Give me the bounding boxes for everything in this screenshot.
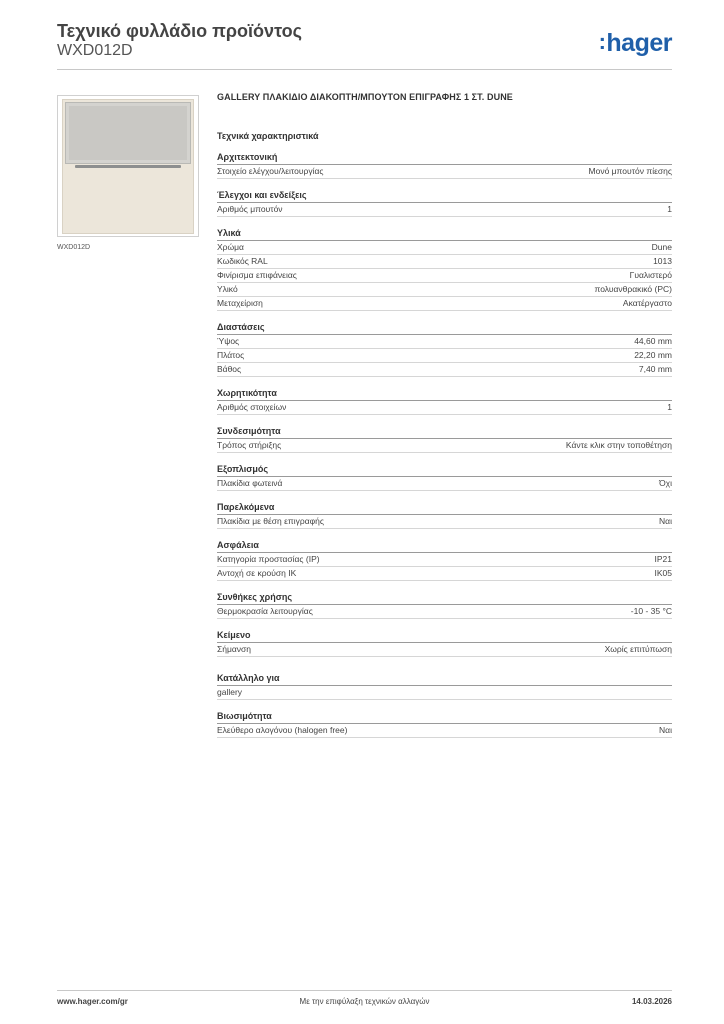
header-divider	[57, 69, 672, 70]
label-window	[65, 102, 191, 164]
spec-value: IK05	[654, 568, 672, 578]
spec-row	[217, 203, 672, 217]
document-title: Τεχνικό φυλλάδιο προϊόντος	[57, 21, 302, 41]
spec-value: 22,20 mm	[634, 350, 672, 360]
spec-label: Υλικό	[217, 284, 238, 294]
spec-label: Ύψος	[217, 336, 240, 346]
spec-label: Μεταχείριση	[217, 298, 263, 308]
spec-row	[217, 297, 672, 311]
spec-value: Όχι	[659, 478, 672, 488]
spec-row	[217, 439, 672, 453]
spec-label: Πλακίδια με θέση επιγραφής	[217, 516, 324, 526]
spec-label: gallery	[217, 687, 243, 697]
spec-row	[217, 363, 672, 377]
spec-label: Αντοχή σε κρούση IK	[217, 568, 297, 578]
switch-plate-illustration	[62, 99, 194, 234]
spec-group-title: Διαστάσεις	[217, 321, 672, 335]
spec-group-title: Ασφάλεια	[217, 539, 672, 553]
spec-label: Ελεύθερο αλογόνου (halogen free)	[217, 725, 348, 735]
spec-label: Θερμοκρασία λειτουργίας	[217, 606, 313, 616]
spec-value: Ναι	[659, 516, 672, 526]
spec-row	[217, 165, 672, 179]
spec-group	[217, 672, 672, 700]
spec-group	[217, 591, 672, 619]
spec-label: Τρόπος στήριξης	[217, 440, 282, 450]
spec-row	[217, 349, 672, 363]
hager-logo: :hager	[598, 29, 672, 57]
product-code: WXD012D	[57, 42, 133, 59]
spec-group-title: Κατάλληλο για	[217, 672, 672, 686]
spec-value: 44,60 mm	[634, 336, 672, 346]
spec-row	[217, 401, 672, 415]
spec-row	[217, 553, 672, 567]
spec-label: Στοιχείο ελέγχου/λειτουργίας	[217, 166, 324, 176]
spec-value: Χωρίς επιτύπωση	[604, 644, 672, 654]
spec-label: Φινίρισμα επιφάνειας	[217, 270, 297, 280]
spec-value: Κάντε κλικ στην τοποθέτηση	[565, 440, 672, 450]
spec-group	[217, 387, 672, 415]
spec-group-title: Υλικά	[217, 227, 672, 241]
spec-row	[217, 724, 672, 738]
spec-value: 1	[667, 204, 672, 214]
spec-group	[217, 501, 672, 529]
document-header	[57, 20, 672, 60]
footer-website: www.hager.com/gr	[57, 997, 128, 1006]
logo-text: hager	[606, 29, 672, 57]
label-slot	[75, 165, 181, 168]
section-heading: Τεχνικά χαρακτηριστικά	[217, 131, 319, 141]
spec-group-title: Αρχιτεκτονική	[217, 151, 672, 165]
spec-label: Σήμανση	[217, 644, 252, 654]
spec-label: Κωδικός RAL	[217, 256, 268, 266]
spec-label: Αριθμός μπουτόν	[217, 204, 283, 214]
spec-group-title: Βιωσιμότητα	[217, 710, 672, 724]
spec-group	[217, 539, 672, 581]
spec-row	[217, 643, 672, 657]
spec-value: -10 - 35 °C	[630, 606, 672, 616]
spec-group-title: Παρελκόμενα	[217, 501, 672, 515]
spec-value: Μονό μπουτόν πίεσης	[588, 166, 672, 176]
product-image	[57, 95, 199, 237]
spec-label: Χρώμα	[217, 242, 244, 252]
spec-value: Dune	[651, 242, 672, 252]
spec-label: Κατηγορία προστασίας (IP)	[217, 554, 320, 564]
spec-group	[217, 710, 672, 738]
spec-value: Ναι	[659, 725, 672, 735]
footer-divider	[57, 990, 672, 991]
footer-date: 14.03.2026	[631, 997, 672, 1006]
spec-value: 7,40 mm	[638, 364, 672, 374]
spec-value: Γυαλιστερό	[629, 270, 672, 280]
spec-group-title: Συνθήκες χρήσης	[217, 591, 672, 605]
spec-group-title: Εξοπλισμός	[217, 463, 672, 477]
spec-value: IP21	[654, 554, 672, 564]
spec-group	[217, 629, 672, 657]
spec-content	[217, 92, 672, 738]
spec-value: 1	[667, 402, 672, 412]
spec-row	[217, 269, 672, 283]
spec-row	[217, 515, 672, 529]
spec-group	[217, 321, 672, 377]
spec-label: Αριθμός στοιχείων	[217, 402, 287, 412]
image-caption: WXD012D	[57, 244, 91, 251]
spec-row	[217, 686, 672, 700]
spec-group	[217, 189, 672, 217]
spec-label: Βάθος	[217, 364, 242, 374]
spec-group	[217, 425, 672, 453]
spec-groups	[217, 151, 672, 738]
spec-row	[217, 567, 672, 581]
spec-row	[217, 255, 672, 269]
spec-value: πολυανθρακικό (PC)	[594, 284, 672, 294]
spec-group-title: Κείμενο	[217, 629, 672, 643]
spec-row	[217, 335, 672, 349]
spec-label: Πλάτος	[217, 350, 245, 360]
spec-group-title: Χωρητικότητα	[217, 387, 672, 401]
spec-value: 1013	[653, 256, 672, 266]
spec-group	[217, 463, 672, 491]
spec-group-title: Συνδεσιμότητα	[217, 425, 672, 439]
spec-group-title: Έλεγχοι και ενδείξεις	[217, 189, 672, 203]
spec-row	[217, 283, 672, 297]
spec-value: Ακατέργαστο	[622, 298, 672, 308]
spec-row	[217, 241, 672, 255]
spec-group	[217, 151, 672, 179]
product-name: GALLERY ΠΛΑΚΙΔΙΟ ΔΙΑΚΟΠΤΗ/ΜΠΟΥΤΟΝ ΕΠΙΓΡΑΦΗΣ 1 ΣΤ. DUNE	[217, 92, 513, 102]
spec-group	[217, 227, 672, 311]
footer-notice: Με την επιφύλαξη τεχνικών αλλαγών	[299, 997, 430, 1006]
spec-row	[217, 477, 672, 491]
spec-row	[217, 605, 672, 619]
spec-label: Πλακίδια φωτεινά	[217, 478, 283, 488]
